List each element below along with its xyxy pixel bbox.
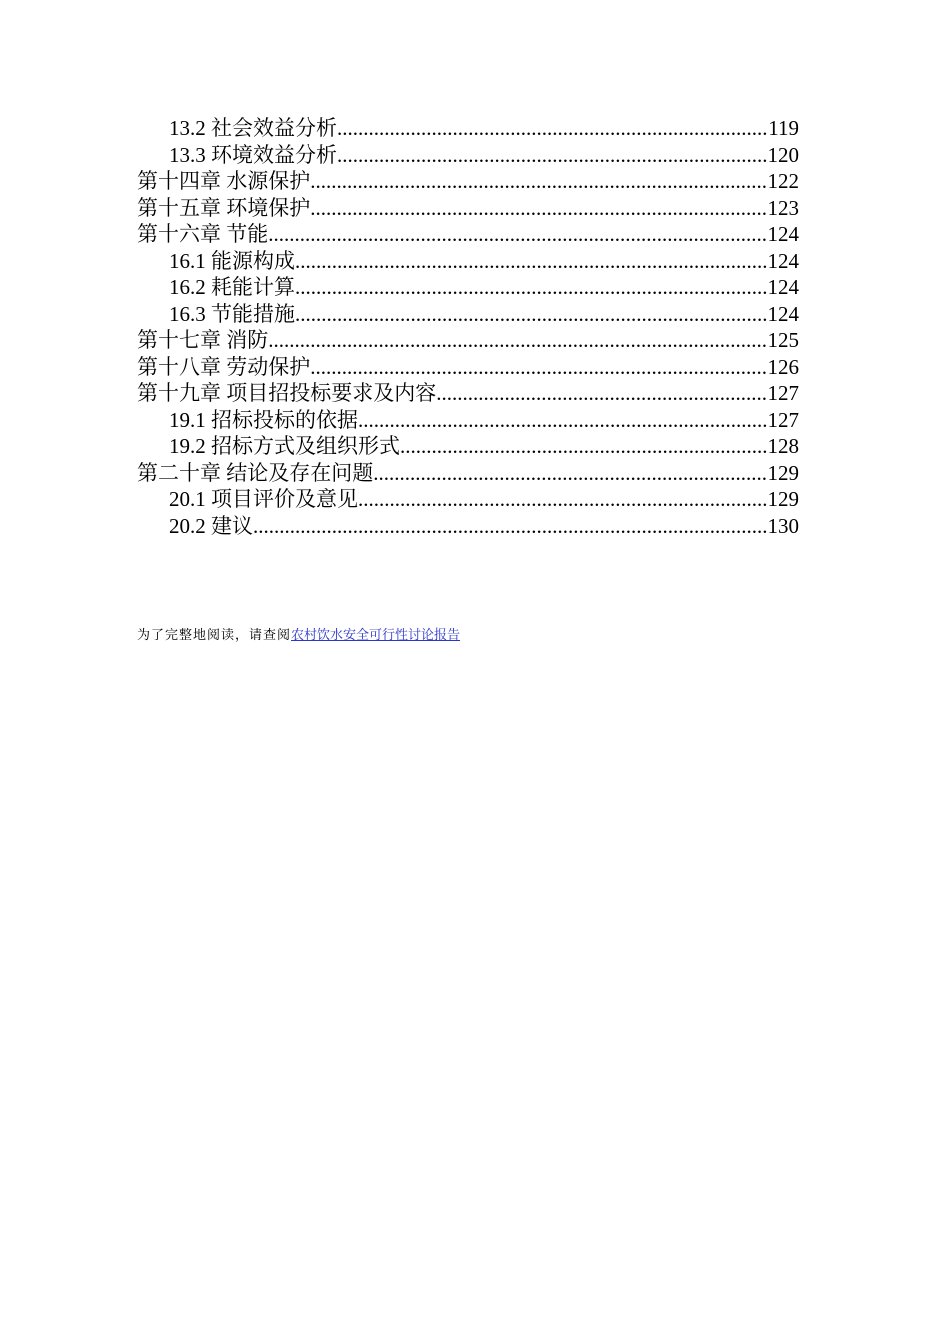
toc-dot-leader	[337, 142, 768, 169]
toc-entry-label: 16.3 节能措施	[169, 301, 295, 326]
toc-dot-leader	[337, 115, 768, 142]
toc-entry-page-number: 122	[767, 169, 799, 193]
toc-dot-leader	[358, 486, 768, 513]
toc-entry-label: 第十九章 项目招投标要求及内容	[137, 381, 437, 405]
toc-entry-page-number: 123	[767, 195, 799, 220]
toc-entry[interactable]	[137, 142, 799, 169]
toc-entry-page-number: 127	[767, 381, 799, 405]
toc-entry-page-number: 126	[767, 354, 799, 379]
toc-entry-page-number: 130	[767, 513, 799, 538]
toc-entry-page-number: 129	[767, 487, 799, 511]
toc-entry-label: 16.2 耗能计算	[169, 275, 295, 299]
toc-entry-page-number: 124	[767, 248, 799, 273]
toc-entry-page-number: 119	[768, 116, 799, 140]
toc-dot-leader	[268, 221, 767, 248]
toc-entry[interactable]	[137, 513, 799, 540]
table-of-contents	[137, 115, 799, 539]
toc-dot-leader	[268, 327, 767, 354]
toc-entry-label: 19.2 招标方式及组织形式	[169, 434, 400, 458]
toc-entry-label: 第十八章 劳动保护	[137, 354, 311, 379]
toc-entry[interactable]	[137, 221, 799, 248]
toc-entry[interactable]	[137, 327, 799, 354]
toc-entry[interactable]	[137, 115, 799, 142]
toc-dot-leader	[295, 274, 768, 301]
toc-entry-label: 16.1 能源构成	[169, 248, 295, 273]
toc-entry[interactable]	[137, 248, 799, 275]
toc-entry[interactable]	[137, 354, 799, 381]
toc-entry[interactable]	[137, 274, 799, 301]
toc-entry-label: 第十五章 环境保护	[137, 195, 311, 220]
toc-dot-leader	[295, 301, 768, 328]
toc-entry-page-number: 120	[767, 142, 799, 167]
toc-dot-leader	[295, 248, 768, 275]
report-link[interactable]: 农村饮水安全可行性讨论报告	[291, 628, 461, 643]
toc-entry-label: 第十六章 节能	[137, 222, 269, 246]
toc-dot-leader	[400, 433, 768, 460]
toc-dot-leader	[310, 354, 767, 381]
toc-entry[interactable]	[137, 486, 799, 513]
toc-entry[interactable]	[137, 168, 799, 195]
toc-entry-page-number: 124	[767, 222, 799, 246]
toc-entry-label: 20.2 建议	[169, 513, 253, 538]
footer-prefix: 为了完整地阅读，请查阅	[137, 628, 292, 643]
toc-entry-label: 19.1 招标投标的依据	[169, 407, 358, 432]
toc-entry-page-number: 127	[767, 407, 799, 432]
toc-dot-leader	[358, 407, 768, 434]
toc-entry-page-number: 128	[767, 434, 799, 458]
toc-entry[interactable]	[137, 195, 799, 222]
toc-entry[interactable]	[137, 380, 799, 407]
toc-entry-label: 13.2 社会效益分析	[169, 116, 337, 140]
toc-dot-leader	[310, 168, 767, 195]
toc-entry-label: 20.1 项目评价及意见	[169, 487, 358, 511]
toc-entry[interactable]	[137, 460, 799, 487]
toc-entry-label: 13.3 环境效益分析	[169, 142, 337, 167]
toc-entry-label: 第十四章 水源保护	[137, 169, 311, 193]
toc-entry-page-number: 129	[767, 460, 799, 485]
toc-entry[interactable]	[137, 433, 799, 460]
toc-dot-leader	[253, 513, 768, 540]
toc-entry-page-number: 125	[767, 328, 799, 352]
toc-entry-page-number: 124	[767, 275, 799, 299]
toc-dot-leader	[436, 380, 767, 407]
toc-entry[interactable]	[137, 407, 799, 434]
toc-dot-leader	[310, 195, 767, 222]
toc-entry-label: 第二十章 结论及存在问题	[137, 460, 374, 485]
toc-entry-page-number: 124	[767, 301, 799, 326]
toc-entry-label: 第十七章 消防	[137, 328, 269, 352]
toc-entry[interactable]	[137, 301, 799, 328]
toc-dot-leader	[373, 460, 767, 487]
footer-note	[137, 624, 460, 643]
